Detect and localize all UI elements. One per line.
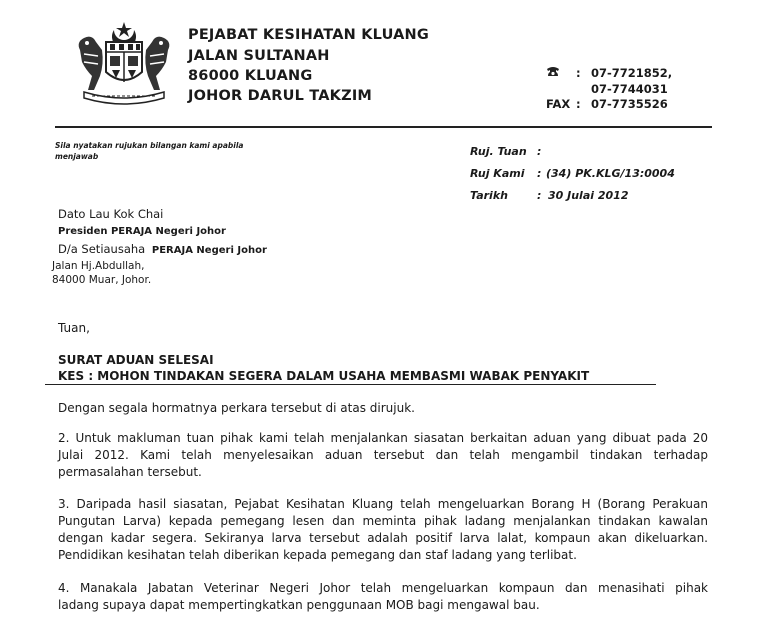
office-name: PEJABAT KESIHATAN KLUANG [188,27,429,43]
addressee-city: 84000 Muar, Johor. [52,274,152,286]
paragraph-4-line: 4. Manakala Jabatan Veterinar Negeri Johor telah mengeluarkan kompaun dan menasihati pihak [58,581,708,595]
fax-label: FAX [546,97,571,111]
date-value: 30 Julai 2012 [548,189,629,202]
paragraph-3-line: 3. Daripada hasil siasatan, Pejabat Kesihatan Kluang telah mengeluarkan Borang H (Borang Perakuan [58,497,708,511]
letterhead-divider [55,126,712,128]
office-street: JALAN SULTANAH [188,48,330,64]
care-of-prefix: D/a Setiausaha [58,242,146,256]
addressee-name: Dato Lau Kok Chai [58,207,164,221]
addressee-care-of [58,242,267,256]
subject-underline [45,384,656,385]
paragraph-2-line: 2. Untuk makluman tuan pihak kami telah menjalankan siasatan berkaitan aduan yang dibuat pada 20 [58,431,708,445]
office-postcode: 86000 KLUANG [188,68,313,84]
paragraph-3-line: dengan kadar segera. Sekiranya larva tersebut adalah positif larva lalat, kompaun akan dikeluarkan. [58,531,708,545]
care-of-org: PERAJA Negeri Johor [151,245,267,256]
ref-kami-colon: : [537,167,542,180]
date-colon: : [537,189,542,202]
paragraph-4 [58,580,708,614]
opening-paragraph: Dengan segala hormatnya perkara tersebut di atas dirujuk. [58,401,415,415]
malaysia-coat-of-arms-icon [74,20,174,106]
addressee-title: Presiden PERAJA Negeri Johor [58,226,226,237]
date-label: Tarikh [470,189,508,202]
paragraph-3-line: Pungutan Larva) kepada pemegang lesen dan meminta pihak ladang menjalankan tindakan kawalan [58,514,708,528]
telephone-icon [546,66,560,77]
fax-colon: : [576,97,581,111]
ref-tuan-colon: : [537,145,542,158]
ref-tuan-label: Ruj. Tuan [470,145,527,158]
paragraph-3 [58,496,708,564]
ref-kami-value: (34) PK.KLG/13:0004 [546,167,675,180]
reference-note: Sila nyatakan rujukan bilangan kami apabila menjawab [55,141,244,161]
paragraph-2 [58,430,708,481]
ref-kami-label: Ruj Kami [470,167,525,180]
addressee-street: Jalan Hj.Abdullah, [52,260,145,272]
paragraph-4-line: ladang supaya dapat mempertingkatkan penggunaan MOB bagi mengawal bau. [58,598,540,612]
subject-line-1: SURAT ADUAN SELESAI [58,353,214,367]
phone-number-2: 07-7744031 [591,82,668,96]
fax-number: 07-7735526 [591,97,668,111]
paragraph-2-line: Julai 2012. Kami telah menyelesaikan aduan tersebut dan telah mengambil tindakan terhadap [58,448,708,462]
salutation: Tuan, [58,321,90,335]
paragraph-2-line: permasalahan tersebut. [58,465,202,479]
office-state: JOHOR DARUL TAKZIM [188,88,373,104]
phone-number-1: 07-7721852, [591,66,673,80]
phone-colon: : [576,66,581,80]
paragraph-3-line: Pendidikan kesihatan telah diberikan kepada pemegang dan staf ladang yang terlibat. [58,548,577,562]
subject-line-2: KES : MOHON TINDAKAN SEGERA DALAM USAHA MEMBASMI WABAK PENYAKIT [58,369,590,383]
